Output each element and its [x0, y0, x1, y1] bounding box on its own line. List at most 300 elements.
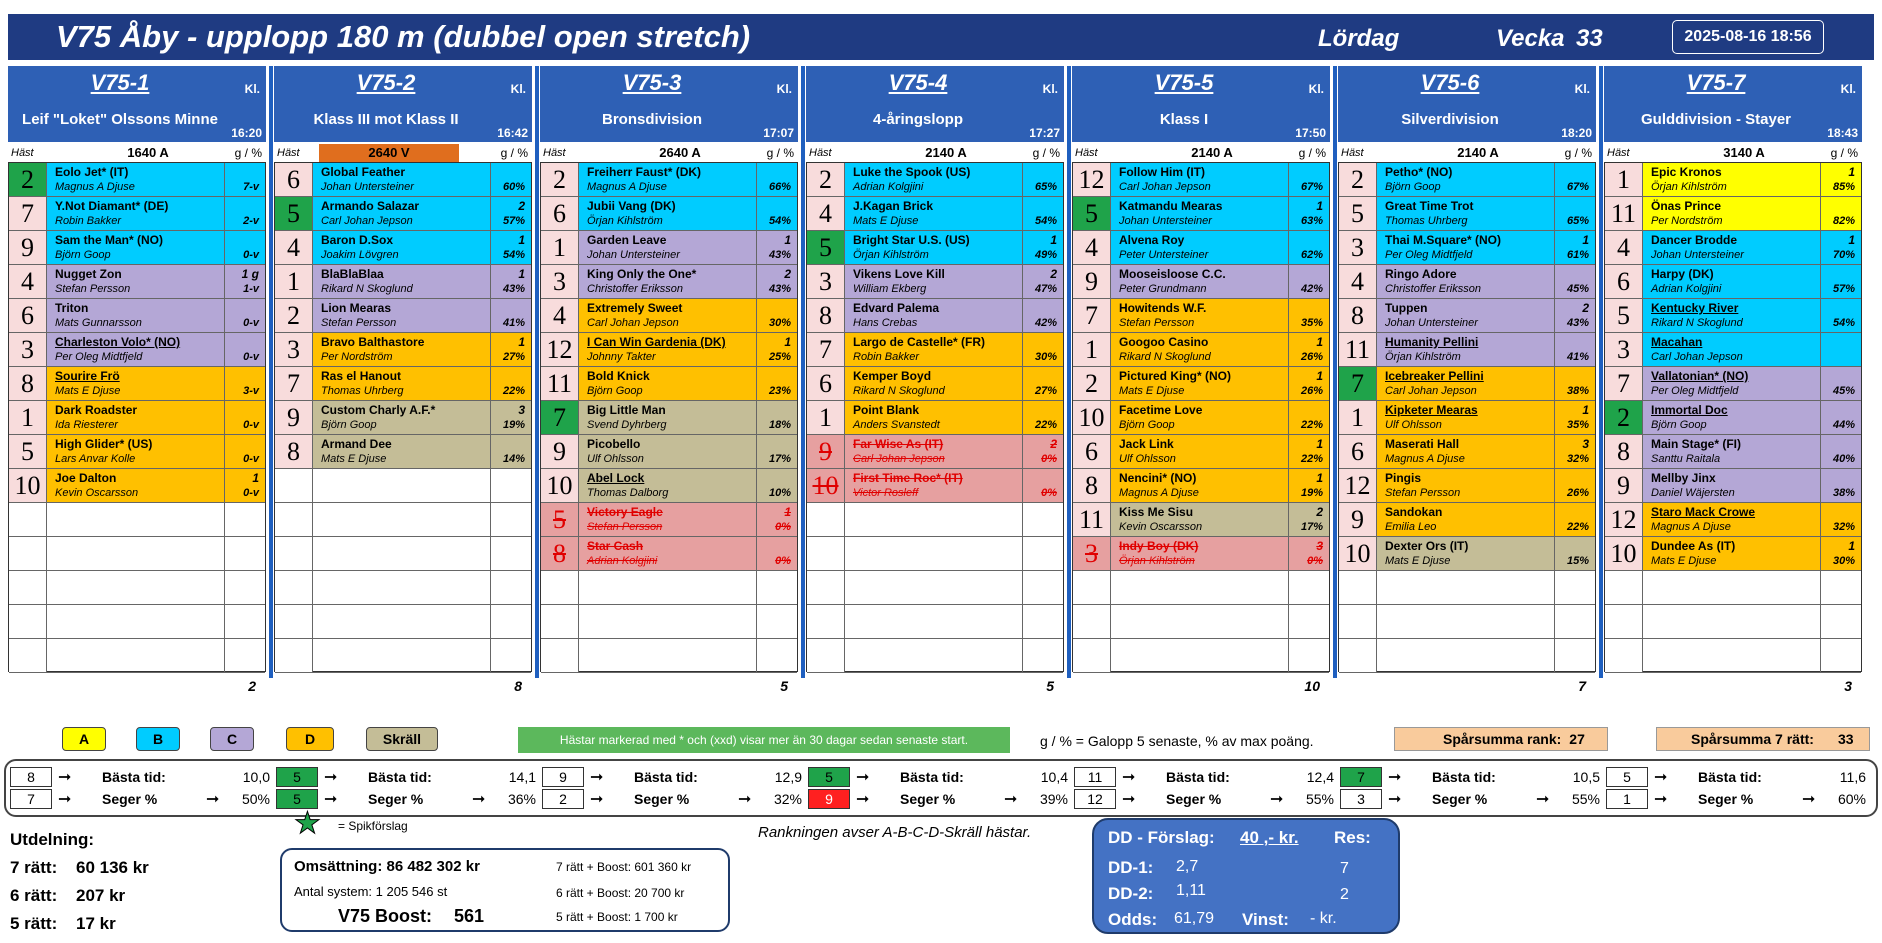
- horse-row[interactable]: [807, 299, 1063, 333]
- race-subheader: [8, 144, 266, 162]
- horse-row[interactable]: [541, 163, 797, 197]
- start-number: 4: [9, 265, 47, 298]
- horse-row[interactable]: [275, 367, 531, 401]
- horse-row[interactable]: [807, 435, 1063, 469]
- horse-name: Indy Boy (DK): [1119, 539, 1199, 553]
- column-divider: [1820, 401, 1821, 434]
- horse-row[interactable]: [541, 401, 797, 435]
- horse-row[interactable]: [9, 163, 265, 197]
- star-icon: ★: [294, 807, 321, 840]
- dd2-value: 1,11: [1176, 882, 1206, 899]
- best-time-value: 10,5: [1572, 769, 1600, 785]
- horse-row[interactable]: [541, 231, 797, 265]
- horse-row[interactable]: [807, 367, 1063, 401]
- column-divider-bar: [269, 66, 273, 678]
- horse-row[interactable]: [1073, 537, 1329, 571]
- class-label: Kl.: [1574, 82, 1590, 96]
- column-divider: [756, 333, 757, 366]
- best-time-label: Bästa tid:: [1698, 769, 1762, 785]
- horse-row[interactable]: [1339, 537, 1595, 571]
- empty-number-cell: [1605, 605, 1643, 638]
- gallop-count: 1: [518, 233, 525, 247]
- column-divider: [756, 367, 757, 400]
- gp-col-label: g / %: [1564, 146, 1592, 160]
- start-number: 5: [807, 231, 845, 264]
- horse-row[interactable]: [1073, 503, 1329, 537]
- start-number: 7: [1073, 299, 1111, 332]
- driver-name: Carl Johan Jepson: [587, 317, 679, 329]
- win-pct-label: Seger %: [634, 791, 690, 807]
- column-divider: [1022, 197, 1023, 230]
- horse-row[interactable]: [541, 367, 797, 401]
- column-divider: [224, 537, 225, 570]
- horse-row[interactable]: [275, 435, 531, 469]
- horse-row[interactable]: [807, 401, 1063, 435]
- column-divider: [1022, 231, 1023, 264]
- gallop-count: 1: [1848, 233, 1855, 247]
- horse-row[interactable]: [1339, 367, 1595, 401]
- win-pct-horse: 3: [1340, 789, 1382, 809]
- payout-label: 6 rätt:: [10, 886, 58, 905]
- horse-row[interactable]: [1605, 469, 1861, 503]
- horse-row[interactable]: [1605, 265, 1861, 299]
- start-number: 8: [807, 299, 845, 332]
- payout-row-6: [10, 882, 149, 910]
- horse-name: Petho* (NO): [1385, 165, 1453, 179]
- win-pct-value: 36%: [507, 791, 536, 807]
- race-column: [1072, 66, 1330, 694]
- percent-value: 27%: [1034, 385, 1057, 397]
- ranking-note: Rankningen avser A-B-C-D-Skräll hästar.: [758, 824, 1032, 841]
- best-time-label: Bästa tid:: [1432, 769, 1496, 785]
- column-divider: [756, 571, 757, 604]
- timestamp-box: 2025-08-16 18:56: [1672, 20, 1824, 54]
- column-divider: [224, 299, 225, 332]
- empty-row: [275, 469, 531, 503]
- best-time-value: 10,0: [242, 769, 270, 785]
- race-column: [274, 66, 532, 694]
- class-label: Kl.: [1042, 82, 1058, 96]
- horse-row[interactable]: [1339, 469, 1595, 503]
- horse-row[interactable]: [1073, 469, 1329, 503]
- percent-value: 70%: [1832, 249, 1855, 261]
- selection-count: 10: [1304, 678, 1320, 694]
- driver-name: Thomas Dalborg: [587, 487, 669, 499]
- best-time-value: 14,1: [508, 769, 536, 785]
- empty-number-cell: [1339, 605, 1377, 638]
- start-number: 5: [9, 435, 47, 468]
- race-name[interactable]: V75-3: [622, 70, 682, 95]
- column-divider: [1820, 435, 1821, 468]
- start-number: 5: [1073, 197, 1111, 230]
- percent-value: 22%: [1566, 521, 1589, 533]
- horse-row[interactable]: [807, 163, 1063, 197]
- odds-label: Odds:: [1108, 910, 1158, 929]
- horse-row[interactable]: [1073, 435, 1329, 469]
- arrow-icon: ➞: [324, 791, 338, 808]
- gallop-count: 1: [1582, 233, 1589, 247]
- payout-title: Utdelning:: [10, 830, 95, 849]
- stat-block: [1070, 767, 1334, 813]
- dd1-result: 7: [1340, 860, 1349, 877]
- start-number: 6: [807, 367, 845, 400]
- percent-value: 30%: [1034, 351, 1057, 363]
- horse-name: Far Wise As (IT): [853, 437, 944, 451]
- empty-row: [1339, 571, 1595, 605]
- horse-row[interactable]: [9, 265, 265, 299]
- percent-value: 30%: [768, 317, 791, 329]
- empty-number-cell: [275, 469, 313, 502]
- empty-row: [541, 639, 797, 673]
- percent-value: 35%: [1566, 419, 1589, 431]
- horse-row[interactable]: [807, 197, 1063, 231]
- horse-row[interactable]: [1605, 163, 1861, 197]
- legend-a-button[interactable]: A: [62, 727, 106, 751]
- horse-row[interactable]: [1073, 333, 1329, 367]
- column-divider: [1820, 367, 1821, 400]
- start-number: 7: [1339, 367, 1377, 400]
- horse-row[interactable]: [1605, 503, 1861, 537]
- column-divider: [756, 231, 757, 264]
- race-header: [540, 66, 798, 142]
- driver-name: Ulf Ohlsson: [1119, 453, 1176, 465]
- legend-d-button[interactable]: D: [286, 727, 334, 751]
- horse-row[interactable]: [1073, 265, 1329, 299]
- race-header: [1604, 66, 1862, 142]
- turnover-box: [280, 848, 730, 932]
- gallop-count: 1: [1050, 233, 1057, 247]
- driver-name: Magnus A Djuse: [587, 181, 667, 193]
- empty-row: [1339, 639, 1595, 673]
- horse-row[interactable]: [1339, 401, 1595, 435]
- boost-6-text: 6 rätt + Boost: 20 700 kr: [556, 886, 685, 900]
- horse-row[interactable]: [1605, 367, 1861, 401]
- horse-row[interactable]: [541, 503, 797, 537]
- percent-value: 57%: [1832, 283, 1855, 295]
- percent-value: 54%: [768, 215, 791, 227]
- percent-value: 0%: [1041, 453, 1057, 465]
- best-time-value: 11,6: [1839, 769, 1866, 785]
- column-divider: [490, 469, 491, 502]
- legend-skrall-button[interactable]: Skräll: [366, 727, 438, 751]
- horse-row[interactable]: [1073, 163, 1329, 197]
- column-divider: [1820, 537, 1821, 570]
- selection-count: 7: [1578, 678, 1586, 694]
- horse-name: Dundee As (IT): [1651, 539, 1736, 553]
- start-number: 7: [807, 333, 845, 366]
- start-number: 11: [1339, 333, 1377, 366]
- win-pct-value: 50%: [241, 791, 270, 807]
- column-divider: [1022, 435, 1023, 468]
- column-divider: [224, 367, 225, 400]
- race-header: [8, 66, 266, 142]
- driver-name: Christoffer Eriksson: [587, 283, 683, 295]
- horse-row[interactable]: [807, 265, 1063, 299]
- horse-name: Harpy (DK): [1651, 267, 1714, 281]
- horse-name: Dancer Brodde: [1651, 233, 1738, 247]
- percent-value: 43%: [768, 283, 791, 295]
- gallop-count: 3: [1316, 539, 1323, 553]
- column-divider: [490, 639, 491, 672]
- horse-row[interactable]: [9, 367, 265, 401]
- horse-row[interactable]: [1605, 299, 1861, 333]
- empty-number-cell: [1339, 571, 1377, 604]
- horse-row[interactable]: [807, 333, 1063, 367]
- start-number: 7: [275, 367, 313, 400]
- horse-name: Thai M.Square* (NO): [1385, 233, 1502, 247]
- empty-row: [275, 571, 531, 605]
- start-number: 10: [1605, 537, 1643, 570]
- driver-name: Björn Goop: [1119, 419, 1175, 431]
- horse-row[interactable]: [9, 435, 265, 469]
- driver-name: Robin Bakker: [853, 351, 920, 363]
- horse-row[interactable]: [275, 231, 531, 265]
- arrow-icon: ➞: [58, 769, 72, 786]
- empty-row: [1339, 605, 1595, 639]
- horse-row[interactable]: [1605, 401, 1861, 435]
- horse-table: [806, 162, 1064, 672]
- start-number: 2: [807, 163, 845, 196]
- horse-row[interactable]: [275, 265, 531, 299]
- horse-row[interactable]: [1339, 231, 1595, 265]
- column-divider: [1820, 639, 1821, 672]
- horse-col-label: Häst: [1341, 147, 1364, 159]
- race-name[interactable]: V75-7: [1686, 70, 1746, 95]
- horse-row[interactable]: [1339, 503, 1595, 537]
- horse-row[interactable]: [1073, 401, 1329, 435]
- percent-value: 0%: [1041, 487, 1057, 499]
- horse-row[interactable]: [9, 299, 265, 333]
- column-divider-bar: [1599, 66, 1603, 678]
- empty-row: [275, 605, 531, 639]
- horse-name: Vallatonian* (NO): [1651, 369, 1749, 383]
- legend-c-button[interactable]: C: [210, 727, 254, 751]
- payout-value: 60 136 kr: [76, 858, 149, 877]
- column-divider: [224, 469, 225, 502]
- column-divider: [1022, 333, 1023, 366]
- column-divider: [1022, 367, 1023, 400]
- horse-row[interactable]: [807, 469, 1063, 503]
- percent-value: 45%: [1832, 385, 1855, 397]
- start-number: 10: [1339, 537, 1377, 570]
- horse-name: Bravo Balthastore: [321, 335, 425, 349]
- horse-row[interactable]: [541, 265, 797, 299]
- horse-row[interactable]: [1339, 333, 1595, 367]
- horse-row[interactable]: [541, 537, 797, 571]
- race-name[interactable]: V75-1: [90, 70, 150, 95]
- horse-row[interactable]: [1073, 231, 1329, 265]
- start-number: 6: [1073, 435, 1111, 468]
- horse-name: High Glider* (US): [55, 437, 153, 451]
- start-number: 3: [1073, 537, 1111, 570]
- win-pct-label: Seger %: [1432, 791, 1488, 807]
- race-name[interactable]: V75-4: [888, 70, 948, 95]
- empty-row: [1073, 571, 1329, 605]
- gallop-count: 2: [1316, 505, 1323, 519]
- best-time-value: 10,4: [1040, 769, 1068, 785]
- horse-row[interactable]: [9, 469, 265, 503]
- driver-name: Per Nordström: [1651, 215, 1723, 227]
- vinst-label: Vinst:: [1242, 910, 1289, 929]
- horse-row[interactable]: [1339, 265, 1595, 299]
- driver-name: William Ekberg: [853, 283, 927, 295]
- horse-row[interactable]: [1073, 197, 1329, 231]
- horse-row[interactable]: [1073, 299, 1329, 333]
- column-divider: [490, 231, 491, 264]
- horse-name: Eolo Jet* (IT): [55, 165, 129, 179]
- horse-row[interactable]: [275, 163, 531, 197]
- column-divider: [490, 435, 491, 468]
- column-divider: [1554, 197, 1555, 230]
- column-divider: [756, 163, 757, 196]
- horse-row[interactable]: [275, 299, 531, 333]
- column-divider: [756, 605, 757, 638]
- horse-name: Main Stage* (FI): [1651, 437, 1742, 451]
- horse-table: [1072, 162, 1330, 672]
- empty-row: [807, 571, 1063, 605]
- column-divider: [756, 537, 757, 570]
- horse-row[interactable]: [9, 197, 265, 231]
- empty-number-cell: [541, 571, 579, 604]
- horse-row[interactable]: [275, 333, 531, 367]
- percent-value: 0-v: [243, 487, 259, 499]
- horse-row[interactable]: [1073, 367, 1329, 401]
- driver-name: Mats E Djuse: [853, 215, 919, 227]
- gallop-count: 1: [1316, 199, 1323, 213]
- arrow-icon: ➞: [590, 769, 604, 786]
- horse-row[interactable]: [1339, 299, 1595, 333]
- empty-number-cell: [275, 639, 313, 672]
- race-time: 17:50: [1295, 126, 1326, 140]
- driver-name: Kevin Oscarsson: [55, 487, 139, 499]
- horse-row[interactable]: [1605, 435, 1861, 469]
- arrow-icon: ➞: [1802, 791, 1816, 808]
- horse-row[interactable]: [541, 333, 797, 367]
- column-divider: [490, 571, 491, 604]
- horse-row[interactable]: [807, 231, 1063, 265]
- start-number: 10: [541, 469, 579, 502]
- percent-value: 45%: [1566, 283, 1589, 295]
- horse-row[interactable]: [1605, 333, 1861, 367]
- start-number: 2: [541, 163, 579, 196]
- start-number: 9: [9, 231, 47, 264]
- horse-name: Victory Eagle: [587, 505, 663, 519]
- driver-name: Peter Untersteiner: [1119, 249, 1209, 261]
- percent-value: 26%: [1566, 487, 1589, 499]
- horse-name: Macahan: [1651, 335, 1703, 349]
- empty-number-cell: [1073, 605, 1111, 638]
- horse-name: Bright Star U.S. (US): [853, 233, 970, 247]
- horse-col-label: Häst: [809, 147, 832, 159]
- start-number: 9: [807, 435, 845, 468]
- driver-name: Magnus A Djuse: [1385, 453, 1465, 465]
- horse-name: Sandokan: [1385, 505, 1443, 519]
- win-pct-value: 39%: [1039, 791, 1068, 807]
- horse-row[interactable]: [541, 435, 797, 469]
- column-divider: [1288, 537, 1289, 570]
- race-time: 17:27: [1029, 126, 1060, 140]
- horse-name: Armando Salazar: [321, 199, 420, 213]
- gp-col-label: g / %: [1032, 146, 1060, 160]
- start-number: 8: [1339, 299, 1377, 332]
- race-name[interactable]: V75-6: [1420, 70, 1480, 95]
- start-number: 4: [275, 231, 313, 264]
- percent-value: 42%: [1300, 283, 1323, 295]
- empty-number-cell: [275, 605, 313, 638]
- best-time-horse: 5: [808, 767, 850, 787]
- arrow-icon: ➞: [324, 769, 338, 786]
- percent-value: 17%: [1300, 521, 1323, 533]
- class-label: Kl.: [1840, 82, 1856, 96]
- horse-row[interactable]: [1605, 537, 1861, 571]
- percent-value: 54%: [502, 249, 525, 261]
- column-divider: [224, 231, 225, 264]
- percent-value: 43%: [1566, 317, 1589, 329]
- horse-row[interactable]: [9, 333, 265, 367]
- percent-value: 85%: [1832, 181, 1855, 193]
- dd2-result: 2: [1340, 886, 1349, 903]
- horse-row[interactable]: [275, 401, 531, 435]
- arrow-icon: ➞: [206, 791, 220, 808]
- percent-value: 27%: [502, 351, 525, 363]
- percent-value: 43%: [768, 249, 791, 261]
- race-name[interactable]: V75-2: [356, 70, 416, 95]
- gp-col-label: g / %: [234, 146, 262, 160]
- selection-count: 5: [780, 678, 788, 694]
- horse-row[interactable]: [275, 197, 531, 231]
- driver-name: Stefan Persson: [587, 521, 663, 533]
- horse-row[interactable]: [1605, 197, 1861, 231]
- driver-name: Robin Bakker: [55, 215, 122, 227]
- horse-row[interactable]: [541, 469, 797, 503]
- driver-name: Örjan Kihlström: [1119, 555, 1195, 567]
- horse-row[interactable]: [9, 231, 265, 265]
- column-divider: [490, 367, 491, 400]
- stats-panel: [4, 759, 1878, 817]
- horse-name: Great Time Trot: [1385, 199, 1474, 213]
- horse-row[interactable]: [1339, 163, 1595, 197]
- percent-value: 47%: [1034, 283, 1057, 295]
- horse-name: Kipketer Mearas: [1385, 403, 1478, 417]
- column-divider: [224, 163, 225, 196]
- horse-row[interactable]: [1339, 197, 1595, 231]
- horse-row[interactable]: [541, 197, 797, 231]
- race-header: [806, 66, 1064, 142]
- start-number: 1: [275, 265, 313, 298]
- horse-row[interactable]: [9, 401, 265, 435]
- column-divider: [756, 435, 757, 468]
- column-divider: [490, 197, 491, 230]
- race-name[interactable]: V75-5: [1154, 70, 1214, 95]
- horse-name: Largo de Castelle* (FR): [853, 335, 986, 349]
- start-number: 5: [1605, 299, 1643, 332]
- driver-name: Örjan Kihlström: [1651, 181, 1727, 193]
- percent-value: 49%: [1034, 249, 1057, 261]
- start-number: 10: [807, 469, 845, 502]
- driver-name: Per Oleg Midtfjeld: [1385, 249, 1473, 261]
- dd-title: DD - Förslag:: [1108, 828, 1215, 847]
- horse-name: Charleston Volo* (NO): [55, 335, 181, 349]
- start-number: 12: [541, 333, 579, 366]
- sparsumma-7-value: 33: [1837, 731, 1854, 747]
- horse-row[interactable]: [1605, 231, 1861, 265]
- driver-name: Stefan Persson: [55, 283, 131, 295]
- legend-b-button[interactable]: B: [136, 727, 180, 751]
- horse-row[interactable]: [1339, 435, 1595, 469]
- percent-value: 65%: [1034, 181, 1057, 193]
- horse-row[interactable]: [541, 299, 797, 333]
- column-divider: [224, 503, 225, 536]
